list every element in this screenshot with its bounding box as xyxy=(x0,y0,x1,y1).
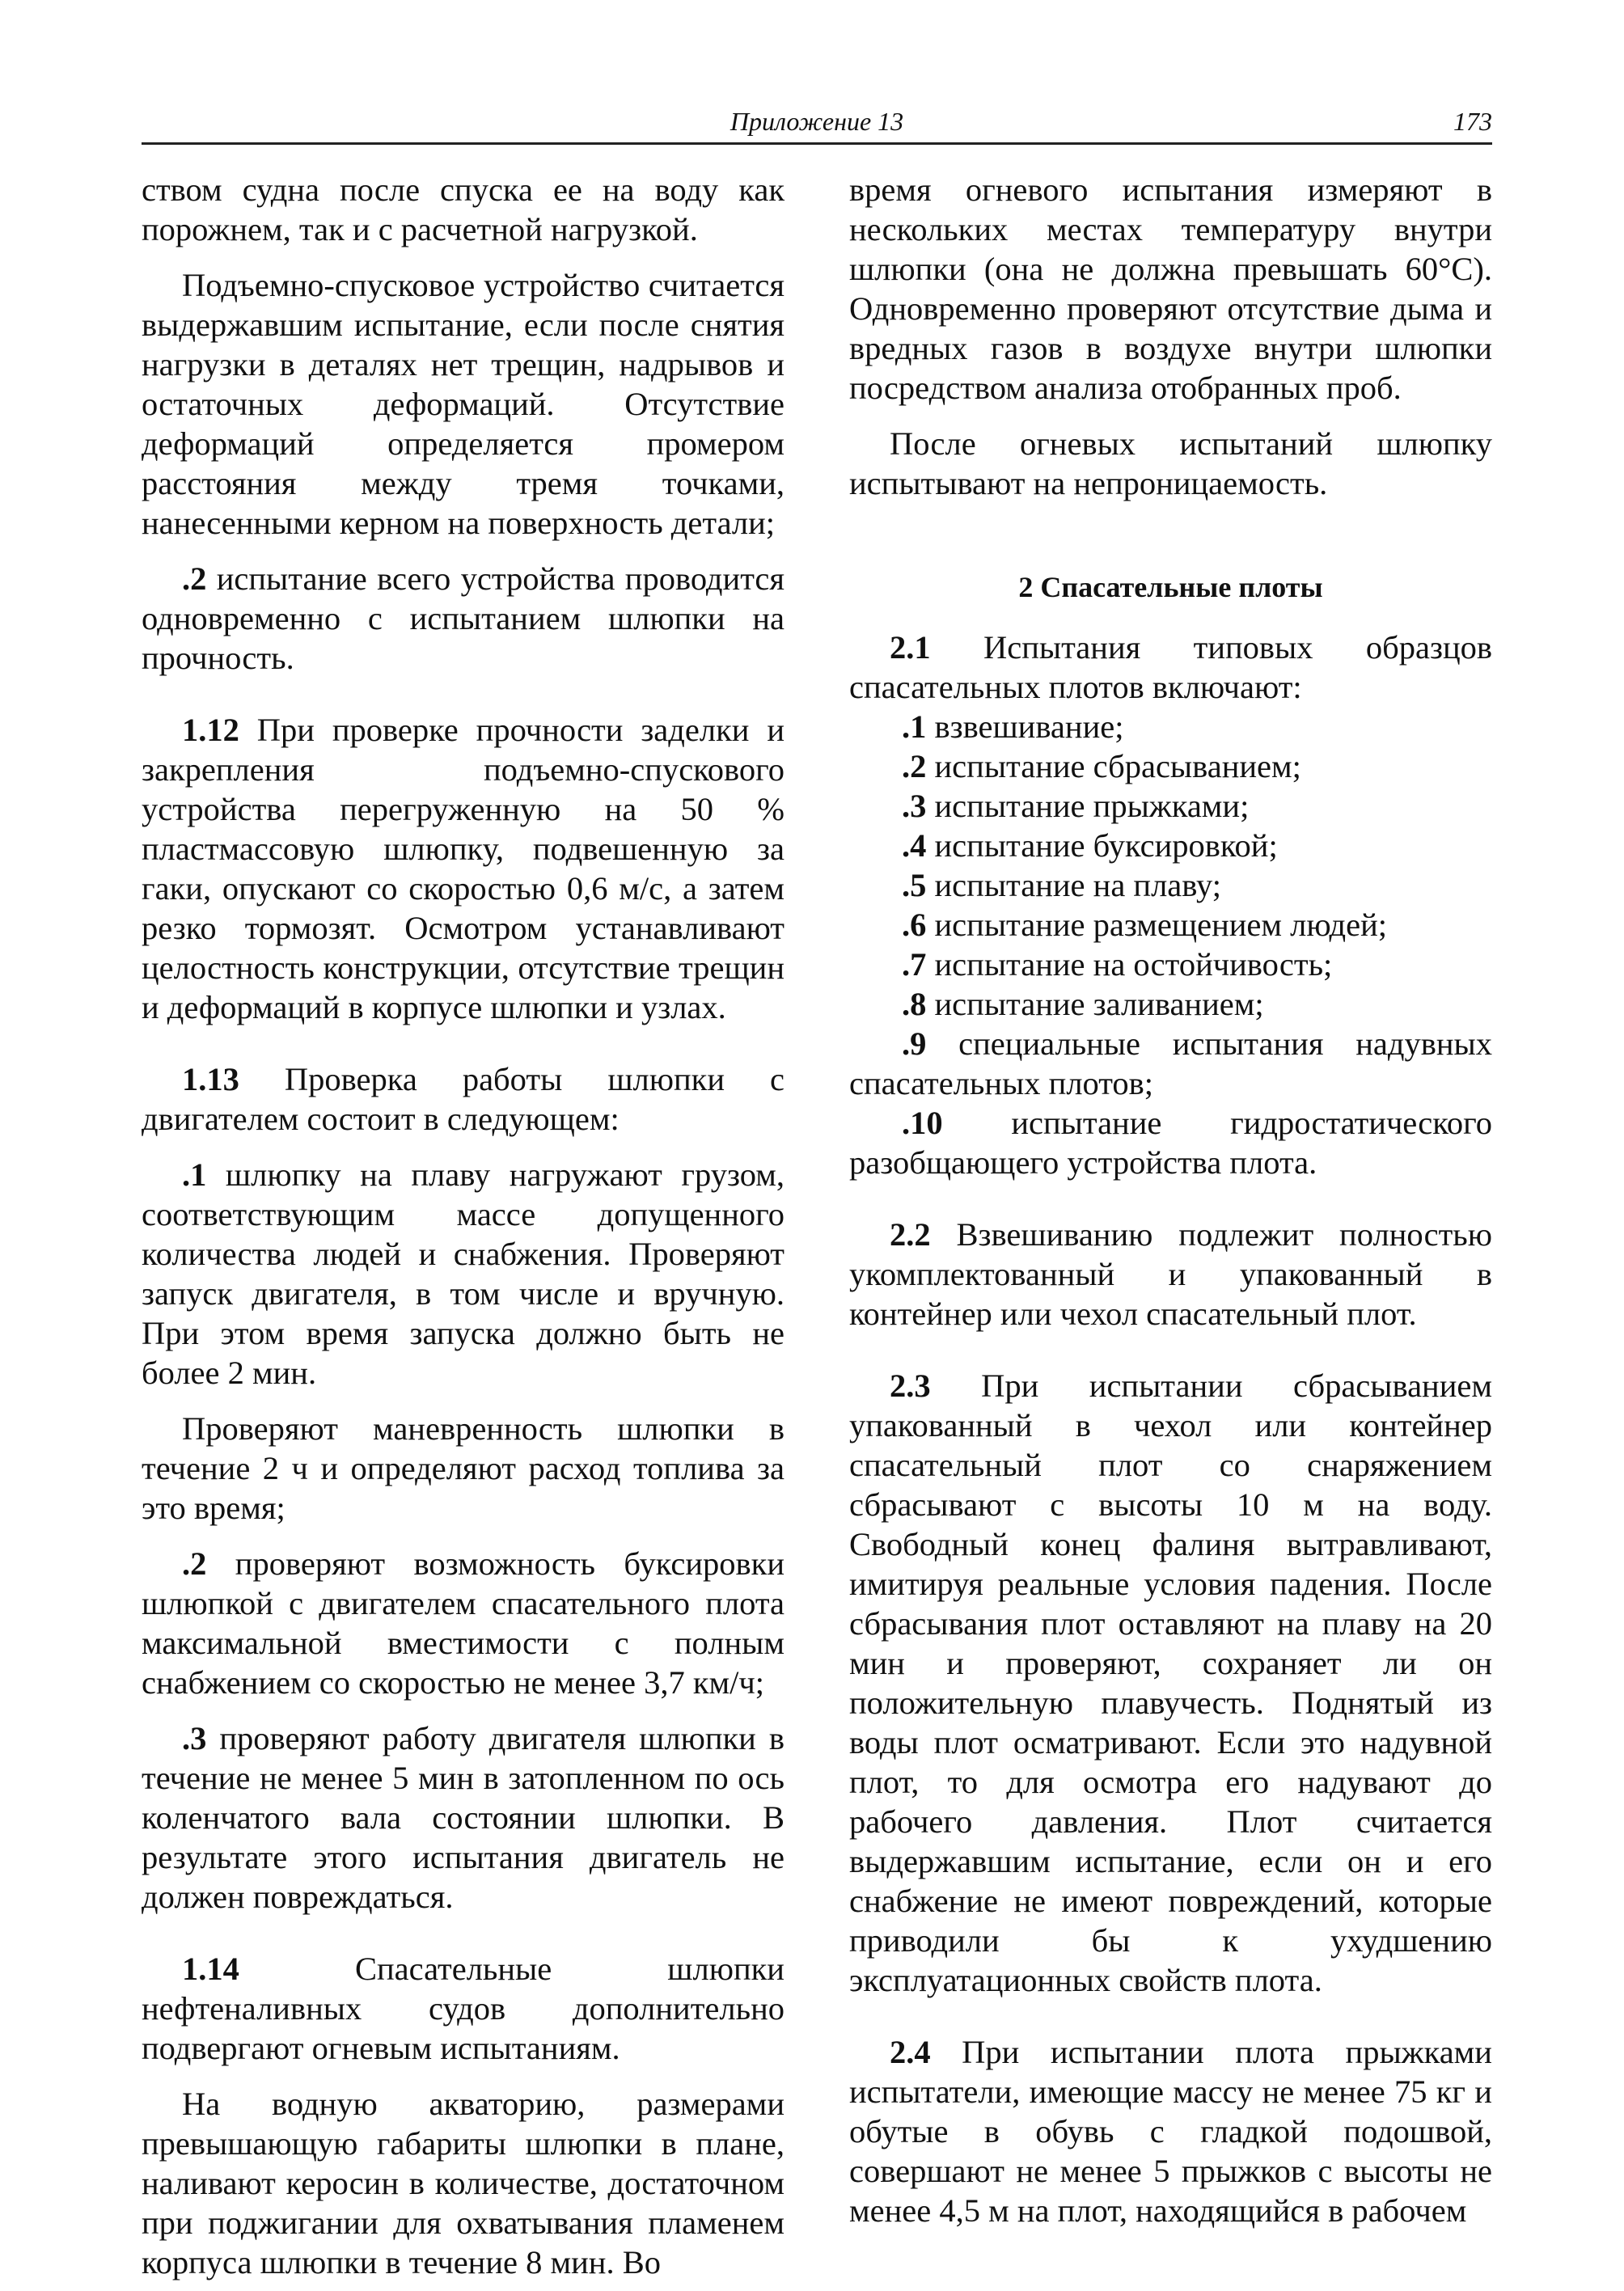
left-column xyxy=(142,170,785,2282)
item-number: .10 xyxy=(902,1105,943,1141)
section-paragraph xyxy=(849,628,1492,707)
item-number: .4 xyxy=(902,827,927,864)
item-text: испытание прыжками; xyxy=(926,788,1250,824)
section-number: 1.14 xyxy=(182,1951,239,1987)
section-paragraph xyxy=(142,1059,785,1139)
section-number: 2.3 xyxy=(890,1367,931,1404)
section-number: 2.2 xyxy=(890,1216,931,1253)
paragraph-text: При проверке прочности заделки и закрепления подъемно-спускового устройства перегруженную на 50 % пластмассовую шлюпку, подвешенную за гаки, опускают со скоростью 0,6 м/с, а затем резко тормозят. Осмотром устанавливают целостность конструкции, отсутствие трещин и деформаций в корпусе шлюпки и узлах. xyxy=(142,712,785,1025)
item-number: .7 xyxy=(902,946,927,983)
item-text: испытание буксировкой; xyxy=(926,827,1278,864)
paragraph xyxy=(142,1409,785,1528)
list-item xyxy=(849,707,1492,746)
paragraph-text: время огневого испытания измеряют в нескольких местах температуру внутри шлюпки (она не должна превышать 60°С). Одновременно проверяют отсутствие дыма и вредных газов в воздухе внутри шлюпки посредством анализа отобранных проб. xyxy=(849,171,1492,406)
list-item xyxy=(849,1024,1492,1103)
section-number: 1.12 xyxy=(182,712,239,748)
list-item xyxy=(849,786,1492,826)
section-paragraph xyxy=(849,1215,1492,1334)
item-number: .1 xyxy=(902,708,927,745)
paragraph-text: шлюпку на плаву нагружают грузом, соответствующим массе допущенного количества людей и снабжения. Проверяют запуск двигателя, в том числе и вручную. При этом время запуска должно быть не более 2 мин. xyxy=(142,1156,785,1391)
item-text: испытание на остойчивость; xyxy=(926,946,1333,983)
paragraph xyxy=(849,170,1492,408)
page-header xyxy=(142,105,1492,145)
paragraph-text: испытание всего устройства проводится одновременно с испытанием шлюпки на прочность. xyxy=(142,560,785,676)
item-text: испытание на плаву; xyxy=(926,867,1221,903)
paragraph xyxy=(142,170,785,249)
paragraph xyxy=(142,1544,785,1702)
paragraph xyxy=(142,559,785,678)
section-paragraph xyxy=(849,2032,1492,2230)
item-number: .2 xyxy=(182,1545,207,1582)
section-paragraph xyxy=(142,1949,785,2068)
list-item xyxy=(849,826,1492,865)
paragraph xyxy=(849,424,1492,503)
paragraph-text: Подъемно-спусковое устройство считается выдержавшим испытание, если после снятия нагрузки в деталях нет трещин, надрывов и остаточных деформаций. Отсутствие деформаций определяется промером расстояния между тремя точками, нанесенными керном на поверхность детали; xyxy=(142,267,785,541)
list-item xyxy=(849,865,1492,905)
paragraph-text: Проверка работы шлюпки с двигателем состоит в следующем: xyxy=(142,1061,785,1137)
item-number: .3 xyxy=(902,788,927,824)
item-number: .5 xyxy=(902,867,927,903)
paragraph xyxy=(142,1155,785,1393)
item-text: испытание гидростатического разобщающего устройства плота. xyxy=(849,1105,1492,1181)
running-title: Приложение 13 xyxy=(730,107,904,136)
item-text: испытание заливанием; xyxy=(926,986,1264,1022)
paragraph-text: На водную акваторию, размерами превышающую габариты шлюпки в плане, наливают керосин в количестве, достаточном при поджигании для охватывания пламенем корпуса шлюпки в течение 8 мин. Во xyxy=(142,2086,785,2280)
page-number: 173 xyxy=(1453,107,1492,136)
paragraph-text: При испытании плота прыжками испытатели, имеющие массу не менее 75 кг и обутые в обувь с гладкой подошвой, совершают не менее 5 прыжков с высоты не менее 4,5 м на плот, находящийся в рабочем xyxy=(849,2034,1492,2229)
paragraph-text: проверяют возможность буксировки шлюпкой с двигателем спасательного плота максимальной вместимости с полным снабжением со скоростью не менее 3,7 км/ч; xyxy=(142,1545,785,1701)
paragraph-text: Испытания типовых образцов спасательных плотов включают: xyxy=(849,629,1492,705)
item-text: специальные испытания надувных спасательных плотов; xyxy=(849,1025,1492,1101)
item-text: взвешивание; xyxy=(926,708,1124,745)
paragraph-text: ством судна после спуска ее на воду как порожнем, так и с расчетной нагрузкой. xyxy=(142,171,785,247)
item-number: .2 xyxy=(902,748,927,784)
section-number: 1.13 xyxy=(182,1061,239,1097)
item-number: .8 xyxy=(902,986,927,1022)
list-item xyxy=(849,1103,1492,1182)
paragraph-text: Взвешиванию подлежит полностью укомплектованный и упакованный в контейнер или чехол спасательный плот. xyxy=(849,1216,1492,1332)
item-number: .1 xyxy=(182,1156,207,1193)
paragraph-text: После огневых испытаний шлюпку испытывают на непроницаемость. xyxy=(849,425,1492,501)
list-item xyxy=(849,984,1492,1024)
section-paragraph xyxy=(849,1366,1492,2000)
paragraph xyxy=(142,1718,785,1917)
section-number: 2.4 xyxy=(890,2034,931,2070)
item-number: .3 xyxy=(182,1720,207,1756)
section-paragraph xyxy=(142,710,785,1027)
paragraph-text: Проверяют маневренность шлюпки в течение 2 ч и определяют расход топлива за это время; xyxy=(142,1410,785,1526)
item-text: испытание сбрасыванием; xyxy=(926,748,1301,784)
item-number: .2 xyxy=(182,560,207,597)
paragraph-text: Спасательные шлюпки нефтеналивных судов дополнительно подвергают огневым испытаниям. xyxy=(142,1951,785,2066)
list-item xyxy=(849,945,1492,984)
paragraph xyxy=(142,265,785,543)
item-text: испытание размещением людей; xyxy=(926,907,1388,943)
list-item xyxy=(849,746,1492,786)
paragraph-text: При испытании сбрасыванием упакованный в чехол или контейнер спасательный плот со снаряжением сбрасывают с высоты 10 м на воду. Свободный конец фалиня вытравливают, имитируя реальные условия падения. После сбрасывания плот оставляют на плаву на 20 мин и проверяют, сохраняет ли он положительную плавучесть. Поднятый из воды плот осматривают. Если это надувной плот, то для осмотра его надувают до рабочего давления. Плот считается выдержавшим испытание, если он и его снабжение не имеют повреждений, которые приводили бы к ухудшению эксплуатационных свойств плота. xyxy=(849,1367,1492,1998)
right-column xyxy=(849,170,1492,2230)
section-number: 2.1 xyxy=(890,629,931,666)
item-number: .6 xyxy=(902,907,927,943)
list-item xyxy=(849,905,1492,945)
paragraph-text: проверяют работу двигателя шлюпки в течение не менее 5 мин в затопленном по ось коленчатого вала состоянии шлюпки. В результате этого испытания двигатель не должен повреждаться. xyxy=(142,1720,785,1915)
test-list xyxy=(849,707,1492,1024)
section-heading: 2 Спасательные плоты xyxy=(1018,571,1323,603)
paragraph xyxy=(142,2084,785,2282)
item-number: .9 xyxy=(902,1025,927,1062)
